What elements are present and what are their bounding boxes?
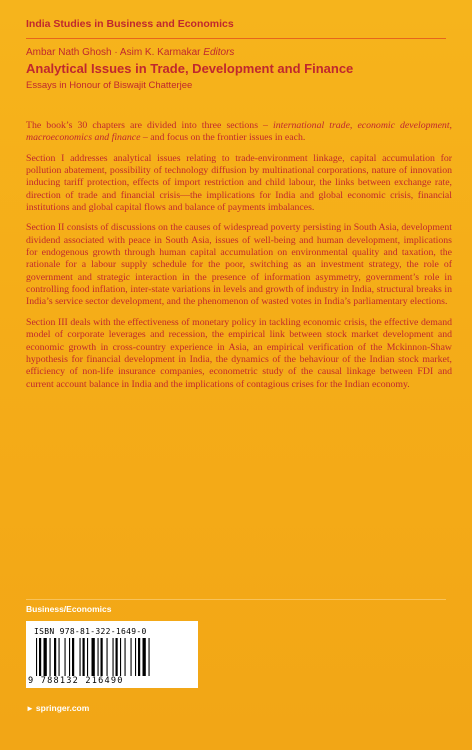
- arrow-icon: ►: [26, 704, 34, 713]
- section-1-paragraph: Section I addresses analytical issues relating to trade-environment linkage, capital accumulation for pollution abatement, possibility of technology diffusion by multinational corporations, nature of innovation inducing tariff protection, effects of import restriction and child labour, the links between exchange rate, direction of trade and financial crisis—the implications for India and global economic crisis, financial institutions and global capital flows and balance of payments imbalances.: [26, 152, 452, 214]
- barcode-number: 9 788132 216490: [28, 676, 124, 686]
- intro-text-end: – and focus on the frontier issues in each.: [140, 132, 306, 144]
- barcode-icon: [36, 638, 188, 676]
- section-3-paragraph: Section III deals with the effectiveness of monetary policy in tackling economic crisis, the effective demand model of corporate leverages and recession, the empirical link between stock market development and economic growth in cross-country experience in Asia, an empirical verification of the Mckinnon-Shaw hypothesis for financial development in India, the dynamics of the behaviour of the Indian stock market, efficiency of non-life insurance companies, econometric study of the causal linkage between FDI and current account balance in India and the implications of contagious crises for the Indian economy.: [26, 316, 452, 390]
- springer-link[interactable]: [26, 703, 89, 713]
- intro-paragraph: [26, 120, 452, 145]
- blurb: [26, 120, 452, 399]
- editor-names: Ambar Nath Ghosh · Asim K. Karmakar: [26, 47, 201, 58]
- book-subtitle: Essays in Honour of Biswajit Chatterjee: [26, 80, 193, 91]
- top-rule: [26, 38, 446, 39]
- section-2-paragraph: Section II consists of discussions on the causes of widespread poverty persisting in South Asia, development dividend associated with peace in South Asia, issues of well-being and human development, implications for endogenous growth through human capital accumulation on environmental quality and taxation, the rationale for a labour supply schedule for the poor, switching as an investment strategy, the role of government and strategic interaction in the presence of information asymmetry, government’s role in controlling food inflation, inter-state variations in levels and growth of industry in India, structural breaks in India’s service sector development, and the phenomenon of wasted votes in India’s parliamentary elections.: [26, 222, 452, 308]
- intro-sections-italic: international trade, economic development, macroeconomics and finance: [26, 120, 452, 144]
- editors-role: Editors: [203, 47, 235, 58]
- editors-line: [26, 47, 234, 58]
- book-title: Analytical Issues in Trade, Development and Finance: [26, 61, 354, 76]
- isbn-text: ISBN 978-81-322-1649-0: [34, 627, 147, 636]
- subject-category: Business/Economics: [26, 604, 112, 614]
- barcode-box: [26, 621, 198, 688]
- intro-text-start: The book’s 30 chapters are divided into three sections –: [26, 120, 274, 131]
- bottom-rule: [26, 599, 446, 600]
- springer-label: springer.com: [35, 703, 90, 713]
- series-name: India Studies in Business and Economics: [26, 18, 234, 30]
